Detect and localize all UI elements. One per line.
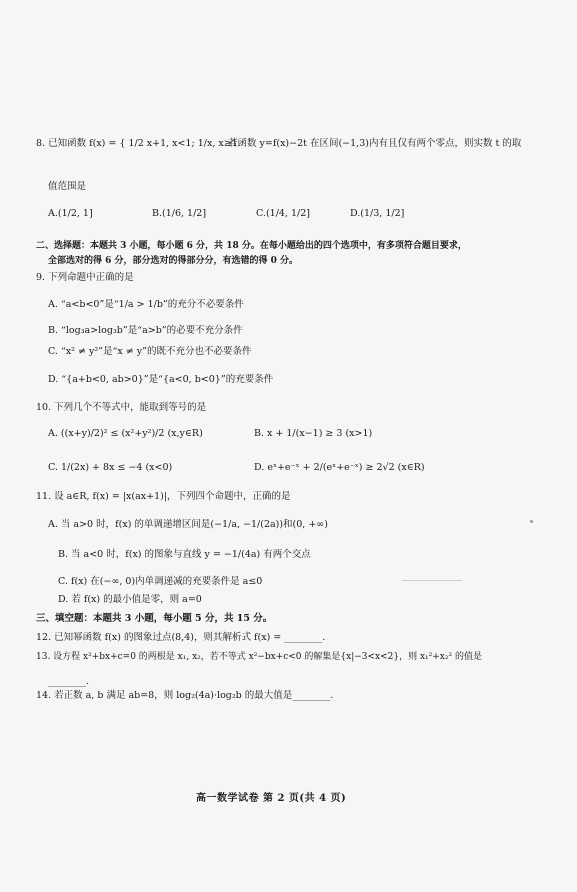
- q14-stem: 14. 若正数 a, b 满足 ab=8，则 log₂(4a)·log₂b 的最大值是________.: [36, 690, 334, 701]
- q12-stem: 12. 已知幂函数 f(x) 的图象过点(8,4)，则其解析式 f(x) = ________.: [36, 632, 326, 643]
- section2-title: 二、选择题：本题共 3 小题，每小题 6 分，共 18 分。在每小题给出的四个选项中，有多项符合题目要求，: [36, 241, 467, 251]
- q11-option-c: C. f(x) 在(−∞, 0)内单调递减的充要条件是 a≤0: [58, 576, 263, 587]
- scan-smudge: [402, 580, 462, 581]
- q8-stem-part1: 8. 已知函数 f(x) = { 1/2 x+1, x<1; 1/x, x≥1.: [36, 138, 241, 149]
- section2-title-cont: 全部选对的得 6 分，部分选对的得部分分，有选错的得 0 分。: [48, 256, 299, 266]
- q10-option-c: C. 1/(2x) + 8x ≤ −4 (x<0): [48, 462, 173, 473]
- section3-title: 三、填空题：本题共 3 小题，每小题 5 分，共 15 分。: [36, 613, 273, 624]
- q13-stem: 13. 设方程 x²+bx+c=0 的两根是 x₁, x₂，若不等式 x²−bx+c<0 的解集是{x|−3<x<2}，则 x₁²+x₂² 的值是: [36, 652, 482, 662]
- q8-option-c: C.(1/4, 1/2]: [256, 208, 310, 219]
- q10-option-a: A. ((x+y)/2)² ≤ (x²+y²)/2 (x,y∈R): [48, 428, 203, 439]
- q8-option-d: D.(1/3, 1/2]: [350, 208, 405, 219]
- q10-stem: 10. 下列几个不等式中，能取到等号的是: [36, 402, 207, 413]
- page-footer: 高一数学试卷 第 2 页(共 4 页): [196, 793, 347, 804]
- q8-option-a: A.(1/2, 1]: [48, 208, 93, 219]
- q9-option-d: D. “{a+b<0, ab>0}”是“{a<0, b<0}”的充要条件: [48, 374, 274, 385]
- q10-option-d: D. eˣ+e⁻ˣ + 2/(eˣ+e⁻ˣ) ≥ 2√2 (x∈R): [254, 462, 425, 473]
- q9-option-a: A. “a<b<0”是“1/a > 1/b”的充分不必要条件: [48, 299, 244, 310]
- scan-speck: [530, 520, 533, 523]
- q9-stem: 9. 下列命题中正确的是: [36, 272, 134, 283]
- q9-option-b: B. “log₃a>log₃b”是“a>b”的必要不充分条件: [48, 325, 243, 336]
- q9-option-c: C. “x² ≠ y²”是“x ≠ y”的既不充分也不必要条件: [48, 346, 252, 357]
- q11-stem: 11. 设 a∈R, f(x) = |x(ax+1)|，下列四个命题中，正确的是: [36, 491, 291, 502]
- q8-stem-part3: 值范围是: [48, 181, 87, 192]
- q11-option-a: A. 当 a>0 时，f(x) 的单调递增区间是(−1/a, −1/(2a))和(0, +∞): [48, 519, 328, 530]
- q8-option-b: B.(1/6, 1/2]: [152, 208, 207, 219]
- q11-option-b: B. 当 a<0 时，f(x) 的图象与直线 y = −1/(4a) 有两个交点: [58, 549, 311, 560]
- q8-stem-part2: 若函数 y=f(x)−2t 在区间(−1,3)内有且仅有两个零点，则实数 t 的取: [228, 138, 522, 149]
- q10-option-b: B. x + 1/(x−1) ≥ 3 (x>1): [254, 428, 373, 439]
- q13-blank: ________.: [48, 676, 90, 687]
- q11-option-d: D. 若 f(x) 的最小值是零，则 a=0: [58, 594, 202, 605]
